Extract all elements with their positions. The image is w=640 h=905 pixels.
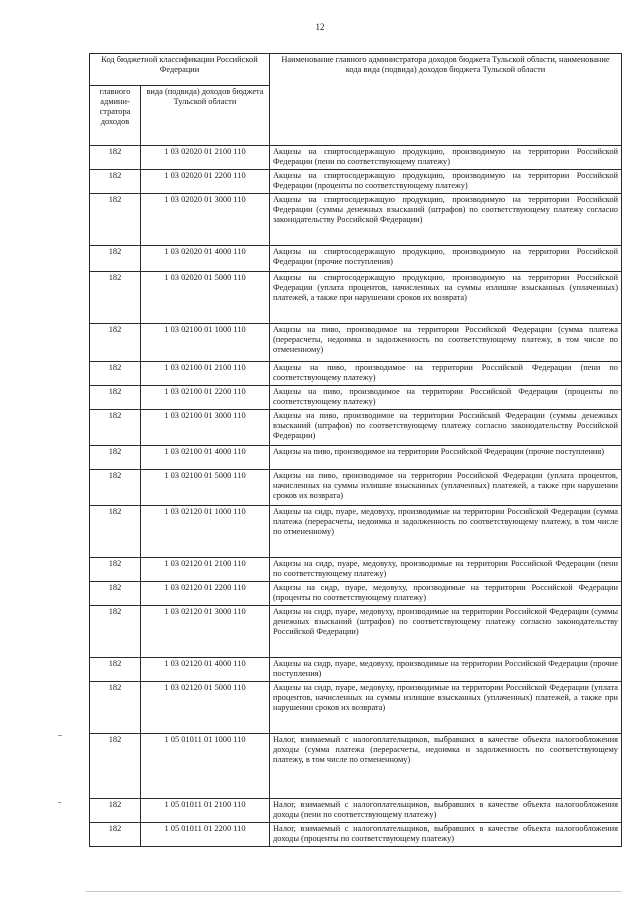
revenue-code-cell: 1 03 02100 01 4000 110: [141, 446, 270, 470]
admin-code-cell: 182: [90, 246, 141, 272]
admin-code-cell: 182: [90, 470, 141, 506]
table-row: [90, 194, 622, 246]
revenue-name-cell: Акцизы на сидр, пуаре, медовуху, производимые на территории Российской Федерации (суммы денежных взысканий (штрафов) по соответствующему платежу согласно законодательству Российской Федерации): [270, 606, 622, 658]
revenue-code-cell: 1 05 01011 01 2200 110: [141, 823, 270, 847]
revenue-name-cell: Акцизы на пиво, производимое на территории Российской Федерации (сумма платежа (перерасчеты, недоимка и задолженность по соответствующему платежу, в том числе по отмененному): [270, 324, 622, 362]
table-row: [90, 606, 622, 658]
admin-code-cell: 182: [90, 799, 141, 823]
revenue-name-cell: Налог, взимаемый с налогоплательщиков, выбравших в качестве объекта налогообложения доходы (проценты по соответствующему платежу): [270, 823, 622, 847]
table-row: [90, 446, 622, 470]
revenue-name-cell: Акцизы на пиво, производимое на территории Российской Федерации (пени по соответствующему платежу): [270, 362, 622, 386]
table-row: [90, 170, 622, 194]
revenue-name-cell: Акцизы на спиртосодержащую продукцию, производимую на территории Российской Федерации (суммы денежных взысканий (штрафов) по соответствующему платежу согласно законодательству Российской Федерации): [270, 194, 622, 246]
table-row: [90, 823, 622, 847]
table-row: [90, 558, 622, 582]
admin-code-cell: 182: [90, 146, 141, 170]
revenue-code-cell: 1 03 02120 01 2100 110: [141, 558, 270, 582]
revenue-code-cell: 1 03 02100 01 1000 110: [141, 324, 270, 362]
table-row: [90, 734, 622, 799]
admin-code-cell: 182: [90, 272, 141, 324]
table-row: [90, 362, 622, 386]
header-name-group: Наименование главного администратора доходов бюджета Тульской области, наименование кода вида (подвида) доходов бюджета Тульской области: [270, 54, 622, 146]
table-row: [90, 682, 622, 734]
table-row: [90, 146, 622, 170]
table-row: [90, 324, 622, 362]
admin-code-cell: 182: [90, 734, 141, 799]
revenue-name-cell: Акцизы на пиво, производимое на территории Российской Федерации (уплата процентов, начисленных на суммы излишне взысканных (уплаченных) платежей, а также при нарушении сроков их возврата): [270, 470, 622, 506]
revenue-code-cell: 1 03 02100 01 2100 110: [141, 362, 270, 386]
header-admin-column: главного админи-стратора доходов: [90, 86, 141, 146]
table-row: [90, 386, 622, 410]
admin-code-cell: 182: [90, 582, 141, 606]
revenue-name-cell: Акцизы на пиво, производимое на территории Российской Федерации (проценты по соответствующему платежу): [270, 386, 622, 410]
table-row: [90, 246, 622, 272]
revenue-name-cell: Акцизы на спиртосодержащую продукцию, производимую на территории Российской Федерации (прочие поступления): [270, 246, 622, 272]
revenue-name-cell: Акцизы на сидр, пуаре, медовуху, производимые на территории Российской Федерации (прочие поступления): [270, 658, 622, 682]
scan-mark: [58, 802, 61, 803]
revenue-name-cell: Акцизы на спиртосодержащую продукцию, производимую на территории Российской Федерации (пени по соответствующему платежу): [270, 146, 622, 170]
revenue-code-cell: 1 03 02100 01 3000 110: [141, 410, 270, 446]
revenue-code-cell: 1 03 02120 01 5000 110: [141, 682, 270, 734]
revenue-code-cell: 1 03 02020 01 2200 110: [141, 170, 270, 194]
admin-code-cell: 182: [90, 410, 141, 446]
revenue-name-cell: Акцизы на пиво, производимое на территории Российской Федерации (прочие поступления): [270, 446, 622, 470]
admin-code-cell: 182: [90, 194, 141, 246]
page-number: 12: [315, 22, 325, 32]
table-body: [90, 146, 622, 847]
admin-code-cell: 182: [90, 558, 141, 582]
revenue-code-cell: 1 03 02120 01 1000 110: [141, 506, 270, 558]
header-code-column: вида (подвида) доходов бюджета Тульской области: [141, 86, 270, 146]
revenue-code-cell: 1 03 02020 01 2100 110: [141, 146, 270, 170]
admin-code-cell: 182: [90, 658, 141, 682]
admin-code-cell: 182: [90, 506, 141, 558]
revenue-name-cell: Акцизы на пиво, производимое на территории Российской Федерации (суммы денежных взысканий (штрафов) по соответствующему платежу согласно законодательству Российской Федерации): [270, 410, 622, 446]
admin-code-cell: 182: [90, 606, 141, 658]
revenue-name-cell: Акцизы на спиртосодержащую продукцию, производимую на территории Российской Федерации (проценты по соответствующему платежу): [270, 170, 622, 194]
revenue-name-cell: Акцизы на сидр, пуаре, медовуху, производимые на территории Российской Федерации (уплата процентов, начисленных на суммы излишне взысканных (уплаченных) платежей, а также при нарушении сроков их возврата): [270, 682, 622, 734]
table-row: [90, 799, 622, 823]
revenue-code-cell: 1 05 01011 01 2100 110: [141, 799, 270, 823]
revenue-code-cell: 1 03 02120 01 4000 110: [141, 658, 270, 682]
admin-code-cell: 182: [90, 386, 141, 410]
admin-code-cell: 182: [90, 170, 141, 194]
header-code-group: Код бюджетной классификации Российской Федерации: [90, 54, 270, 86]
revenue-name-cell: Акцизы на сидр, пуаре, медовуху, производимые на территории Российской Федерации (проценты по соответствующему платежу): [270, 582, 622, 606]
revenue-name-cell: Налог, взимаемый с налогоплательщиков, выбравших в качестве объекта налогообложения доходы (пени по соответствующему платежу): [270, 799, 622, 823]
revenue-code-cell: 1 03 02120 01 3000 110: [141, 606, 270, 658]
admin-code-cell: 182: [90, 362, 141, 386]
revenue-code-cell: 1 03 02120 01 2200 110: [141, 582, 270, 606]
revenue-code-cell: 1 03 02020 01 3000 110: [141, 194, 270, 246]
table-row: [90, 470, 622, 506]
table-row: [90, 272, 622, 324]
revenue-code-cell: 1 03 02020 01 4000 110: [141, 246, 270, 272]
scan-mark: [86, 891, 622, 892]
revenue-name-cell: Акцизы на сидр, пуаре, медовуху, производимые на территории Российской Федерации (сумма платежа (перерасчеты, недоимка и задолженность по соответствующему платежу, в том числе по отмененному): [270, 506, 622, 558]
admin-code-cell: 182: [90, 324, 141, 362]
admin-code-cell: 182: [90, 446, 141, 470]
table-row: [90, 658, 622, 682]
revenue-code-cell: 1 05 01011 01 1000 110: [141, 734, 270, 799]
revenue-code-cell: 1 03 02100 01 5000 110: [141, 470, 270, 506]
revenue-code-cell: 1 03 02020 01 5000 110: [141, 272, 270, 324]
revenue-name-cell: Акцизы на спиртосодержащую продукцию, производимую на территории Российской Федерации (уплата процентов, начисленных на суммы излишне взысканных (уплаченных) платежей, а также при нарушении сроков их возврата): [270, 272, 622, 324]
revenue-name-cell: Акцизы на сидр, пуаре, медовуху, производимые на территории Российской Федерации (пени по соответствующему платежу): [270, 558, 622, 582]
table-row: [90, 582, 622, 606]
admin-code-cell: 182: [90, 823, 141, 847]
scan-mark: [58, 735, 62, 736]
budget-classification-table: [89, 53, 622, 847]
revenue-name-cell: Налог, взимаемый с налогоплательщиков, выбравших в качестве объекта налогообложения доходы (сумма платежа (перерасчеты, недоимка и задолженность по соответствующему платежу, в том числе по отмененному): [270, 734, 622, 799]
table-row: [90, 410, 622, 446]
table-row: [90, 506, 622, 558]
admin-code-cell: 182: [90, 682, 141, 734]
revenue-code-cell: 1 03 02100 01 2200 110: [141, 386, 270, 410]
